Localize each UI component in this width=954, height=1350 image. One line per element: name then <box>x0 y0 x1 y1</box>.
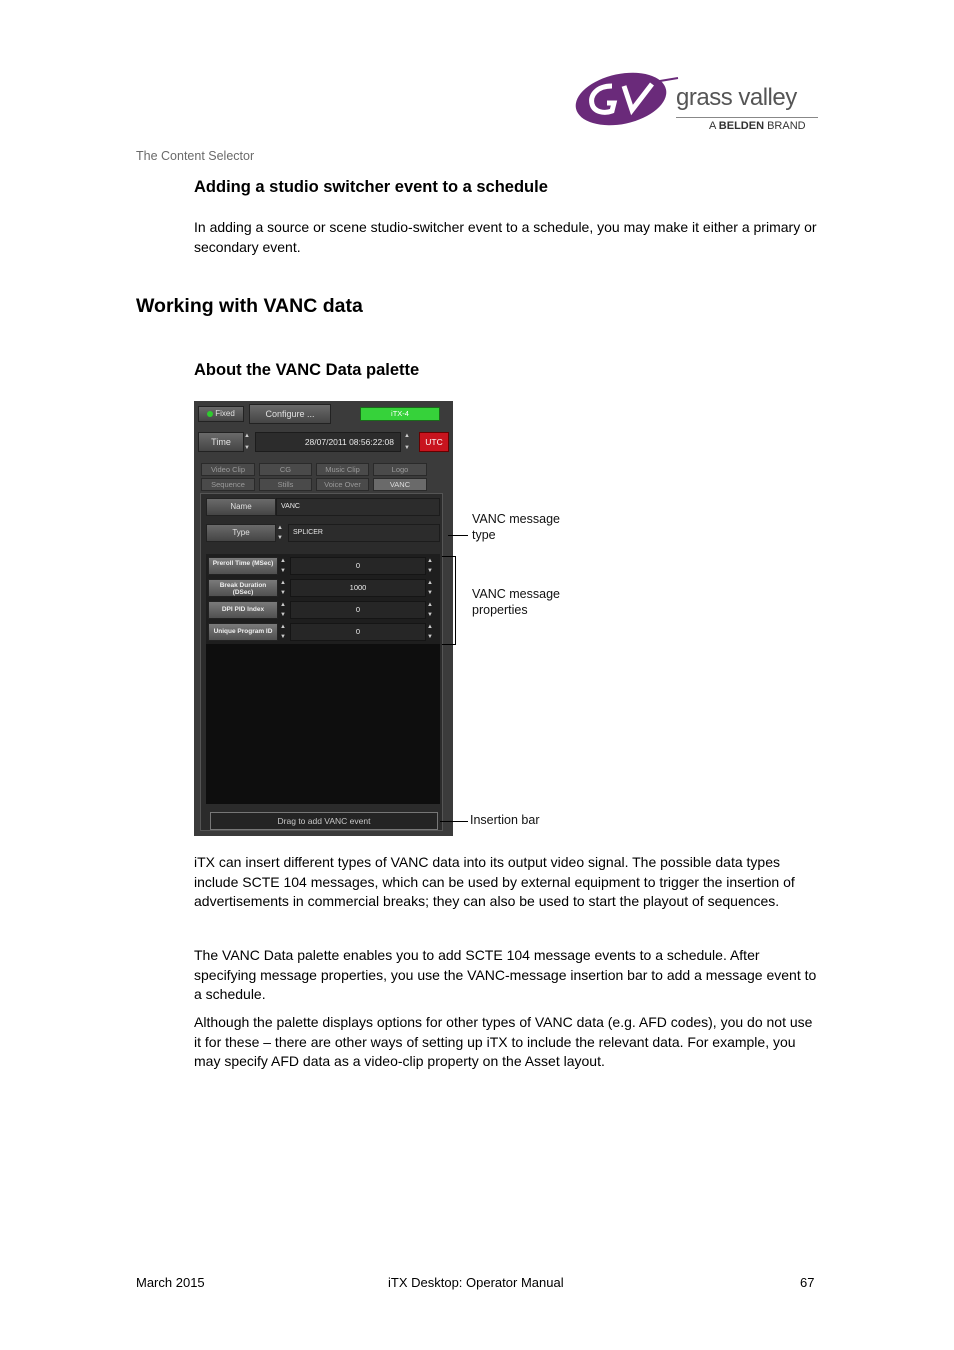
time-spinner[interactable] <box>404 433 413 451</box>
time-button[interactable]: Time <box>198 432 244 452</box>
callout-bracket-properties <box>442 556 456 645</box>
section-heading-vanc: Working with VANC data <box>136 295 363 317</box>
property-spinner-right[interactable] <box>427 624 436 640</box>
tab-cg[interactable]: CG <box>259 463 312 476</box>
name-label: Name <box>206 498 276 516</box>
paragraph-vanc-types: iTX can insert different types of VANC data into its output video signal. The possible data types include SCTE 104 messages, which can be used by external equipment to trigger the insertion of advertisements in commercial breaks; they can also be used to start the playout of sequences. <box>194 854 795 910</box>
property-spinner-left[interactable] <box>280 602 289 618</box>
section-heading-studio-switcher: Adding a studio switcher event to a schedule <box>194 178 548 196</box>
logo-wordmark: grass valley <box>676 84 797 111</box>
property-value[interactable]: 1000 <box>290 579 426 597</box>
callout-vanc-message-properties: VANC message properties <box>472 587 560 617</box>
utc-button[interactable]: UTC <box>419 432 449 452</box>
property-spinner-left[interactable] <box>280 580 289 596</box>
vanc-data-palette <box>194 401 453 836</box>
footer-date: March 2015 <box>136 1275 205 1290</box>
type-label: Type <box>206 524 276 542</box>
tab-logo[interactable]: Logo <box>373 463 427 476</box>
tab-voice-over[interactable]: Voice Over <box>316 478 369 491</box>
event-list-area <box>206 644 440 804</box>
subheading-vanc-palette: About the VANC Data palette <box>194 361 420 379</box>
property-label: Preroll Time (MSec) <box>208 557 278 575</box>
configure-button[interactable]: Configure ... <box>249 404 331 424</box>
type-spinner[interactable] <box>277 525 286 541</box>
property-label: Break Duration (DSec) <box>208 579 278 597</box>
running-head: The Content Selector <box>136 149 255 163</box>
property-spinner-left[interactable] <box>280 624 289 640</box>
status-led-icon <box>207 411 213 417</box>
type-field[interactable]: SPLICER <box>288 524 440 542</box>
tab-stills[interactable]: Stills <box>259 478 312 491</box>
property-label: Unique Program ID <box>208 623 278 641</box>
name-field[interactable]: VANC <box>276 498 440 516</box>
time-field[interactable]: 28/07/2011 08:56:22:08 <box>255 432 401 452</box>
tab-vanc[interactable]: VANC <box>373 478 427 491</box>
fixed-button[interactable]: Fixed <box>198 406 244 422</box>
paragraph-studio-switcher: In adding a source or scene studio-switcher event to a schedule, you may make it either a primary or secondary event. <box>194 219 817 255</box>
vanc-insertion-bar[interactable]: Drag to add VANC event <box>210 812 438 830</box>
paragraph-other-vanc: Although the palette displays options for other types of VANC data (e.g. AFD codes), you do not use it for these – there are other ways of setting up iTX to include the relevant data. For example, you may specify AFD data as a video-clip property on the Asset layout. <box>194 1014 813 1070</box>
channel-indicator: iTX-4 <box>360 407 440 421</box>
property-label: DPI PID Index <box>208 601 278 619</box>
property-value[interactable]: 0 <box>290 601 426 619</box>
paragraph-vanc-palette: The VANC Data palette enables you to add SCTE 104 message events to a schedule. After specifying message properties, you use the VANC-message insertion bar to add a message event to a schedule. <box>194 947 817 1003</box>
tab-sequence[interactable]: Sequence <box>201 478 255 491</box>
property-value[interactable]: 0 <box>290 623 426 641</box>
property-spinner-right[interactable] <box>427 580 436 596</box>
tab-music-clip[interactable]: Music Clip <box>316 463 369 476</box>
callout-line-insertion <box>440 821 468 822</box>
callout-line-type <box>448 535 468 536</box>
logo-brand: A BELDEN BRAND <box>709 120 806 132</box>
footer-title: iTX Desktop: Operator Manual <box>388 1275 564 1290</box>
footer-page-number: 67 <box>800 1275 815 1290</box>
property-spinner-left[interactable] <box>280 558 289 574</box>
callout-insertion-bar: Insertion bar <box>470 813 540 827</box>
time-mode-spinner[interactable] <box>244 433 253 451</box>
property-spinner-right[interactable] <box>427 602 436 618</box>
tab-video-clip[interactable]: Video Clip <box>201 463 255 476</box>
property-value[interactable]: 0 <box>290 557 426 575</box>
callout-vanc-message-type: VANC message type <box>472 512 560 542</box>
property-spinner-right[interactable] <box>427 558 436 574</box>
logo-rule <box>676 117 818 118</box>
